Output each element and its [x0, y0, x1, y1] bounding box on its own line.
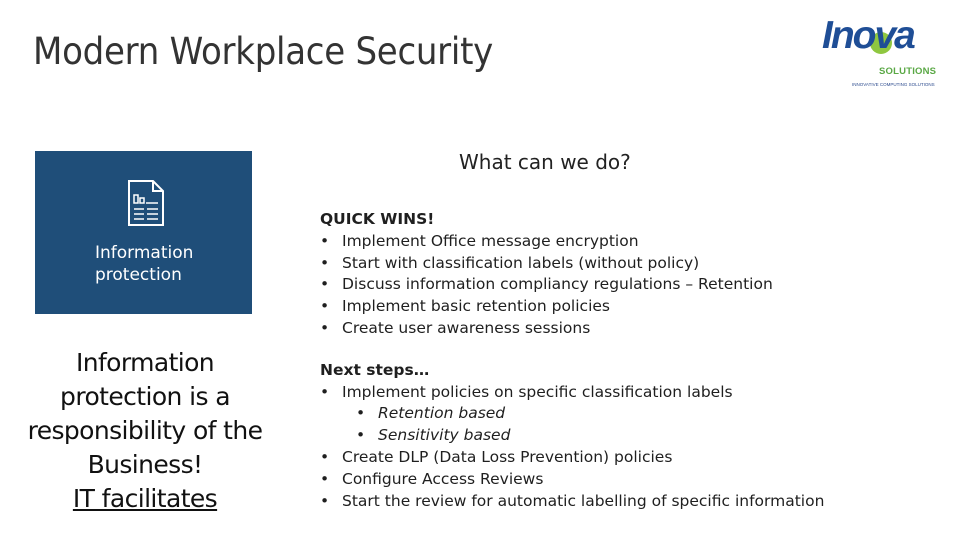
section-question: What can we do?	[459, 150, 631, 174]
action-list	[320, 209, 940, 512]
logo-subtitle: SOLUTIONS	[879, 66, 937, 77]
it-facilitates-text: IT facilitates	[72, 484, 218, 513]
list-item: • Discuss information compliancy regulations – Retention	[320, 275, 773, 294]
inova-logo	[822, 14, 940, 87]
list-item: • Implement policies on specific classification labels	[320, 382, 733, 401]
list-item: • Create user awareness sessions	[320, 318, 591, 337]
list-subitem: • Retention based	[356, 404, 506, 423]
document-chart-icon	[127, 179, 165, 232]
quick-wins-heading: QUICK WINS!	[320, 210, 435, 228]
slide-title: Modern Workplace Security	[33, 30, 494, 73]
list-subitem: • Sensitivity based	[356, 426, 511, 445]
list-item: • Create DLP (Data Loss Prevention) policies	[320, 447, 673, 466]
logo-wordmark: Inova	[822, 14, 914, 57]
next-steps-heading: Next steps…	[320, 360, 430, 379]
list-item: • Implement basic retention policies	[320, 297, 610, 316]
logo-tagline: INNOVATIVE COMPUTING SOLUTIONS	[852, 82, 935, 87]
list-item: • Start with classification labels (without policy)	[320, 253, 700, 272]
tile-label: Information protection	[95, 243, 194, 285]
list-item: • Implement Office message encryption	[320, 231, 639, 250]
information-protection-tile	[35, 151, 252, 314]
list-item: • Start the review for automatic labelling of specific information	[320, 491, 825, 510]
list-item: • Configure Access Reviews	[320, 469, 544, 488]
responsibility-statement: Information protection is a responsibility of the Business! IT facilitates	[27, 348, 263, 513]
